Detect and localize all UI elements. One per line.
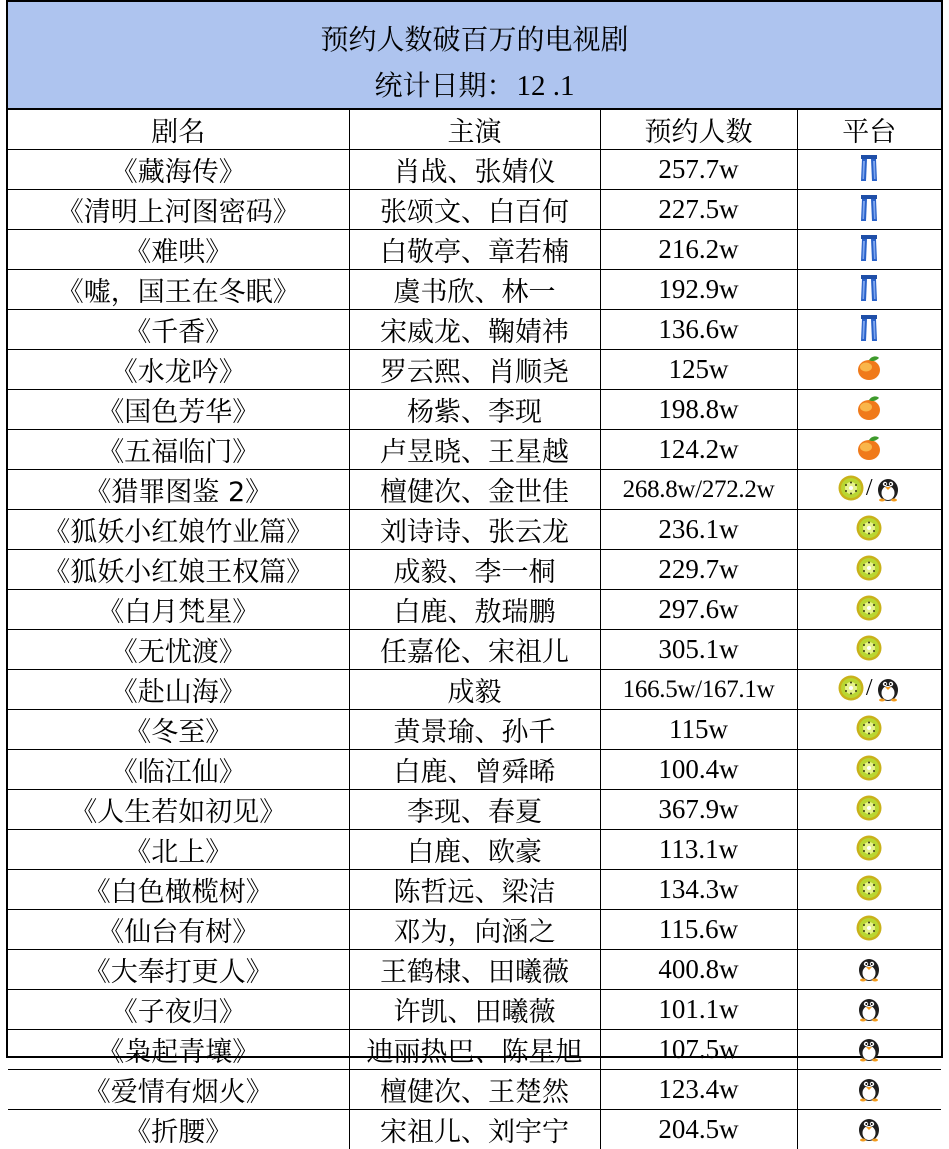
table-row bbox=[8, 670, 941, 710]
table-row bbox=[8, 1070, 941, 1110]
stat-date-value: 12 .1 bbox=[517, 70, 575, 102]
platform-cell bbox=[797, 590, 941, 630]
drama-title: 《千香》 bbox=[8, 310, 349, 350]
penguin-icon bbox=[874, 474, 902, 502]
penguin-icon bbox=[855, 994, 883, 1022]
penguin-icon bbox=[855, 1074, 883, 1102]
penguin-icon bbox=[855, 1114, 883, 1142]
drama-cast: 陈哲远、梁洁 bbox=[349, 870, 600, 910]
drama-cast: 成毅、李一桐 bbox=[349, 550, 600, 590]
title-band bbox=[8, 2, 941, 110]
platform-cell bbox=[797, 190, 941, 230]
drama-cast: 李现、春夏 bbox=[349, 790, 600, 830]
platform-cell bbox=[797, 310, 941, 350]
platform-cell bbox=[797, 990, 941, 1030]
kiwi-icon bbox=[855, 834, 883, 862]
table-row bbox=[8, 790, 941, 830]
drama-title: 《猎罪图鉴 2》 bbox=[8, 470, 349, 510]
platform-cell bbox=[797, 910, 941, 950]
table-row bbox=[8, 1030, 941, 1070]
drama-cast: 白鹿、欧豪 bbox=[349, 830, 600, 870]
platform-cell bbox=[797, 470, 941, 510]
reservation-count: 198.8w bbox=[600, 390, 797, 430]
column-header-count: 预约人数 bbox=[600, 110, 797, 150]
column-header-name: 剧名 bbox=[8, 110, 349, 150]
column-header-cast: 主演 bbox=[349, 110, 600, 150]
drama-title: 《临江仙》 bbox=[8, 750, 349, 790]
table-row bbox=[8, 190, 941, 230]
drama-cast: 宋威龙、鞠婧祎 bbox=[349, 310, 600, 350]
drama-title: 《赴山海》 bbox=[8, 670, 349, 710]
platform-cell bbox=[797, 350, 941, 390]
drama-cast: 罗云熙、肖顺尧 bbox=[349, 350, 600, 390]
reservation-count: 115w bbox=[600, 710, 797, 750]
drama-title: 《国色芳华》 bbox=[8, 390, 349, 430]
table-header-row bbox=[8, 110, 941, 150]
mango-icon bbox=[855, 434, 883, 462]
reservation-count: 123.4w bbox=[600, 1070, 797, 1110]
blue-bars-icon bbox=[858, 274, 880, 302]
platform-cell bbox=[797, 790, 941, 830]
drama-title: 《白月梵星》 bbox=[8, 590, 349, 630]
platform-cell bbox=[797, 710, 941, 750]
kiwi-icon bbox=[855, 634, 883, 662]
table-row bbox=[8, 990, 941, 1030]
table-row bbox=[8, 510, 941, 550]
reservation-count: 268.8w/272.2w bbox=[600, 470, 797, 510]
blue-bars-icon bbox=[858, 194, 880, 222]
drama-cast: 任嘉伦、宋祖儿 bbox=[349, 630, 600, 670]
drama-title: 《狐妖小红娘竹业篇》 bbox=[8, 510, 349, 550]
drama-title: 《难哄》 bbox=[8, 230, 349, 270]
drama-title: 《北上》 bbox=[8, 830, 349, 870]
reservation-count: 367.9w bbox=[600, 790, 797, 830]
mango-icon bbox=[855, 354, 883, 382]
drama-cast: 白敬亭、章若楠 bbox=[349, 230, 600, 270]
drama-title: 《藏海传》 bbox=[8, 150, 349, 190]
table-row bbox=[8, 230, 941, 270]
drama-title: 《无忧渡》 bbox=[8, 630, 349, 670]
drama-title: 《仙台有树》 bbox=[8, 910, 349, 950]
drama-title: 《冬至》 bbox=[8, 710, 349, 750]
penguin-icon bbox=[855, 954, 883, 982]
kiwi-icon bbox=[837, 474, 865, 502]
platform-separator: / bbox=[866, 475, 873, 502]
drama-title: 《爱情有烟火》 bbox=[8, 1070, 349, 1110]
platform-cell bbox=[797, 750, 941, 790]
kiwi-icon bbox=[837, 674, 865, 702]
drama-title: 《枭起青壤》 bbox=[8, 1030, 349, 1070]
drama-cast: 黄景瑜、孙千 bbox=[349, 710, 600, 750]
drama-cast: 卢昱晓、王星越 bbox=[349, 430, 600, 470]
reservation-count: 113.1w bbox=[600, 830, 797, 870]
drama-table bbox=[8, 110, 941, 1149]
platform-cell bbox=[797, 630, 941, 670]
drama-cast: 虞书欣、林一 bbox=[349, 270, 600, 310]
table-row bbox=[8, 750, 941, 790]
platform-cell bbox=[797, 1110, 941, 1149]
platform-cell bbox=[797, 1070, 941, 1110]
column-header-platform: 平台 bbox=[797, 110, 941, 150]
drama-title: 《清明上河图密码》 bbox=[8, 190, 349, 230]
mango-icon bbox=[855, 394, 883, 422]
reservation-count: 166.5w/167.1w bbox=[600, 670, 797, 710]
platform-separator: / bbox=[866, 675, 873, 702]
stat-date-label: 统计日期： bbox=[374, 69, 514, 102]
kiwi-icon bbox=[855, 754, 883, 782]
table-row bbox=[8, 310, 941, 350]
platform-cell bbox=[797, 390, 941, 430]
reservation-count: 229.7w bbox=[600, 550, 797, 590]
table-row bbox=[8, 150, 941, 190]
drama-cast: 邓为，向涵之 bbox=[349, 910, 600, 950]
kiwi-icon bbox=[855, 874, 883, 902]
drama-cast: 成毅 bbox=[349, 670, 600, 710]
page-title: 预约人数破百万的电视剧 bbox=[8, 2, 941, 54]
drama-cast: 檀健次、王楚然 bbox=[349, 1070, 600, 1110]
platform-cell bbox=[797, 230, 941, 270]
drama-cast: 王鹤棣、田曦薇 bbox=[349, 950, 600, 990]
drama-cast: 肖战、张婧仪 bbox=[349, 150, 600, 190]
table-row bbox=[8, 430, 941, 470]
table-row bbox=[8, 630, 941, 670]
drama-cast: 檀健次、金世佳 bbox=[349, 470, 600, 510]
reservation-count: 101.1w bbox=[600, 990, 797, 1030]
platform-cell bbox=[797, 870, 941, 910]
drama-cast: 白鹿、敖瑞鹏 bbox=[349, 590, 600, 630]
blue-bars-icon bbox=[858, 154, 880, 182]
kiwi-icon bbox=[855, 794, 883, 822]
drama-title: 《大奉打更人》 bbox=[8, 950, 349, 990]
drama-cast: 迪丽热巴、陈星旭 bbox=[349, 1030, 600, 1070]
kiwi-icon bbox=[855, 554, 883, 582]
reservation-count: 400.8w bbox=[600, 950, 797, 990]
table-row bbox=[8, 350, 941, 390]
drama-title: 《白色橄榄树》 bbox=[8, 870, 349, 910]
table-row bbox=[8, 870, 941, 910]
kiwi-icon bbox=[855, 514, 883, 542]
table-row bbox=[8, 830, 941, 870]
platform-cell bbox=[797, 510, 941, 550]
reservation-count: 204.5w bbox=[600, 1110, 797, 1149]
reservation-count: 125w bbox=[600, 350, 797, 390]
table-row bbox=[8, 470, 941, 510]
drama-title: 《五福临门》 bbox=[8, 430, 349, 470]
platform-cell bbox=[797, 830, 941, 870]
reservation-count: 216.2w bbox=[600, 230, 797, 270]
kiwi-icon bbox=[855, 714, 883, 742]
reservation-count: 297.6w bbox=[600, 590, 797, 630]
stat-date bbox=[8, 54, 941, 100]
table-row bbox=[8, 950, 941, 990]
reservation-count: 134.3w bbox=[600, 870, 797, 910]
platform-cell bbox=[797, 950, 941, 990]
drama-cast: 杨紫、李现 bbox=[349, 390, 600, 430]
table-row bbox=[8, 270, 941, 310]
drama-cast: 张颂文、白百何 bbox=[349, 190, 600, 230]
drama-cast: 宋祖儿、刘宇宁 bbox=[349, 1110, 600, 1149]
drama-cast: 刘诗诗、张云龙 bbox=[349, 510, 600, 550]
drama-cast: 许凯、田曦薇 bbox=[349, 990, 600, 1030]
reservation-count: 115.6w bbox=[600, 910, 797, 950]
penguin-icon bbox=[874, 674, 902, 702]
drama-title: 《嘘，国王在冬眠》 bbox=[8, 270, 349, 310]
reservation-count: 227.5w bbox=[600, 190, 797, 230]
reservation-count: 136.6w bbox=[600, 310, 797, 350]
drama-title: 《水龙吟》 bbox=[8, 350, 349, 390]
drama-title: 《子夜归》 bbox=[8, 990, 349, 1030]
drama-cast: 白鹿、曾舜晞 bbox=[349, 750, 600, 790]
reservation-count: 124.2w bbox=[600, 430, 797, 470]
platform-cell bbox=[797, 430, 941, 470]
drama-title: 《狐妖小红娘王权篇》 bbox=[8, 550, 349, 590]
drama-title: 《折腰》 bbox=[8, 1110, 349, 1149]
platform-cell bbox=[797, 670, 941, 710]
reservation-count: 305.1w bbox=[600, 630, 797, 670]
platform-cell bbox=[797, 550, 941, 590]
kiwi-icon bbox=[855, 914, 883, 942]
kiwi-icon bbox=[855, 594, 883, 622]
platform-cell bbox=[797, 1030, 941, 1070]
blue-bars-icon bbox=[858, 234, 880, 262]
table-row bbox=[8, 1110, 941, 1149]
ranking-sheet bbox=[6, 0, 943, 1058]
reservation-count: 236.1w bbox=[600, 510, 797, 550]
platform-cell bbox=[797, 150, 941, 190]
reservation-count: 100.4w bbox=[600, 750, 797, 790]
reservation-count: 257.7w bbox=[600, 150, 797, 190]
table-row bbox=[8, 550, 941, 590]
blue-bars-icon bbox=[858, 314, 880, 342]
platform-cell bbox=[797, 270, 941, 310]
reservation-count: 107.5w bbox=[600, 1030, 797, 1070]
table-row bbox=[8, 910, 941, 950]
table-row bbox=[8, 590, 941, 630]
table-row bbox=[8, 390, 941, 430]
table-row bbox=[8, 710, 941, 750]
reservation-count: 192.9w bbox=[600, 270, 797, 310]
penguin-icon bbox=[855, 1034, 883, 1062]
drama-title: 《人生若如初见》 bbox=[8, 790, 349, 830]
